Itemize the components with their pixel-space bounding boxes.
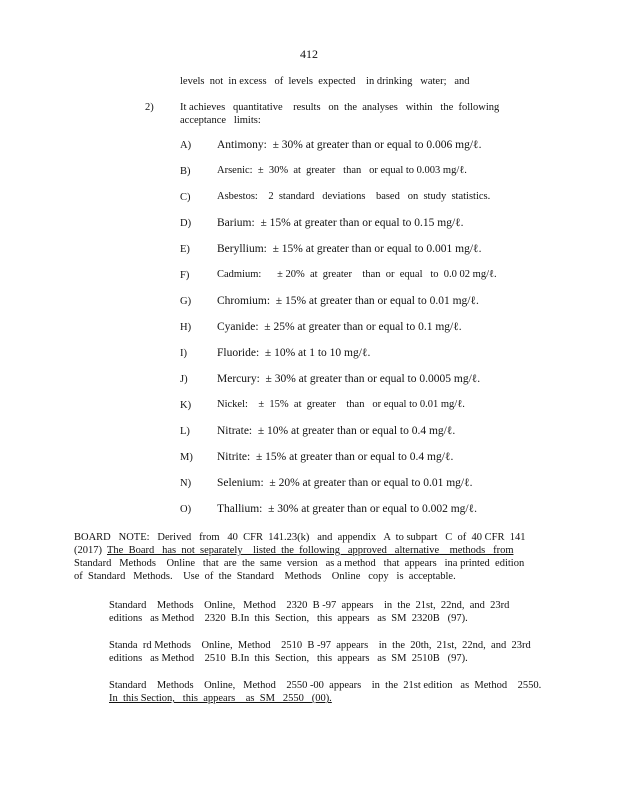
para-2-line-1: It achieves quantitative results on the analyses within the following [180, 102, 500, 113]
board-note-line-2-inserted: The Board has not separately listed the following approved alternative methods from [107, 545, 514, 556]
method-paragraph-line-1: Standa rd Methods Online, Method 2510 B -97 appears in the 20th, 21st, 22nd, and 23rd [109, 640, 531, 651]
page-number: 412 [300, 47, 318, 61]
list-item-text: Asbestos: 2 standard deviations based on study statistics. [217, 191, 491, 202]
intro-line: levels not in excess of levels expected in drinking water; and [180, 76, 470, 87]
list-item-letter: D) [180, 218, 192, 229]
method-paragraph-line-1: Standard Methods Online, Method 2320 B -97 appears in the 21st, 22nd, and 23rd [109, 600, 510, 611]
list-item-letter: C) [180, 192, 191, 203]
list-item-letter: O) [180, 504, 192, 515]
list-item-letter: H) [180, 322, 192, 333]
list-item-text: Fluoride: ± 10% at 1 to 10 mg/ℓ. [217, 347, 371, 359]
list-item-letter: B) [180, 166, 191, 177]
method-paragraph-line-2: In this Section, this appears as SM 2550 (00). [109, 693, 332, 704]
list-item-letter: L) [180, 426, 190, 437]
board-note-line-4: of Standard Methods. Use of the Standard Methods Online copy is acceptable. [74, 571, 456, 582]
list-item-text: Barium: ± 15% at greater than or equal to 0.15 mg/ℓ. [217, 217, 464, 229]
list-item-letter: N) [180, 478, 192, 489]
list-item-text: Nitrate: ± 10% at greater than or equal to 0.4 mg/ℓ. [217, 425, 456, 437]
para-2-line-2: acceptance limits: [180, 115, 261, 126]
list-item-letter: K) [180, 400, 192, 411]
method-paragraph-line-2: editions as Method 2320 B.In this Section, this appears as SM 2320B (97). [109, 613, 468, 624]
list-item-text: Beryllium: ± 15% at greater than or equal to 0.001 mg/ℓ. [217, 243, 482, 255]
list-item-text: Nitrite: ± 15% at greater than or equal to 0.4 mg/ℓ. [217, 451, 454, 463]
board-note-line-1: BOARD NOTE: Derived from 40 CFR 141.23(k) and appendix A to subpart C of 40 CFR 141 [74, 532, 526, 543]
list-item-text: Selenium: ± 20% at greater than or equal to 0.01 mg/ℓ. [217, 477, 473, 489]
list-item-text: Thallium: ± 30% at greater than or equal to 0.002 mg/ℓ. [217, 503, 477, 515]
list-item-letter: I) [180, 348, 187, 359]
list-item-letter: G) [180, 296, 192, 307]
method-paragraph-line-1: Standard Methods Online, Method 2550 -00 appears in the 21st edition as Method 2550. [109, 680, 542, 691]
list-item-text: Cyanide: ± 25% at greater than or equal to 0.1 mg/ℓ. [217, 321, 462, 333]
board-note-line-2-start: (2017) . [74, 545, 110, 556]
board-note-line-3: Standard Methods Online that are the same version as a method that appears ina printed edition [74, 558, 525, 569]
list-item-letter: A) [180, 140, 192, 151]
method-paragraph-line-2: editions as Method 2510 B.In this Section, this appears as SM 2510B (97). [109, 653, 468, 664]
list-item-text: Chromium: ± 15% at greater than or equal to 0.01 mg/ℓ. [217, 295, 479, 307]
list-item-letter: E) [180, 244, 190, 255]
para-2-number: 2) [145, 102, 154, 113]
list-item-text: Cadmium: ± 20% at greater than or equal to 0.0 02 mg/ℓ. [217, 269, 497, 280]
list-item-text: Arsenic: ± 30% at greater than or equal to 0.003 mg/ℓ. [217, 165, 467, 176]
list-item-text: Antimony: ± 30% at greater than or equal to 0.006 mg/ℓ. [217, 139, 482, 151]
list-item-letter: J) [180, 374, 188, 385]
list-item-letter: F) [180, 270, 190, 281]
list-item-text: Nickel: ± 15% at greater than or equal to 0.01 mg/ℓ. [217, 399, 465, 410]
list-item-letter: M) [180, 452, 193, 463]
list-item-text: Mercury: ± 30% at greater than or equal to 0.0005 mg/ℓ. [217, 373, 481, 385]
